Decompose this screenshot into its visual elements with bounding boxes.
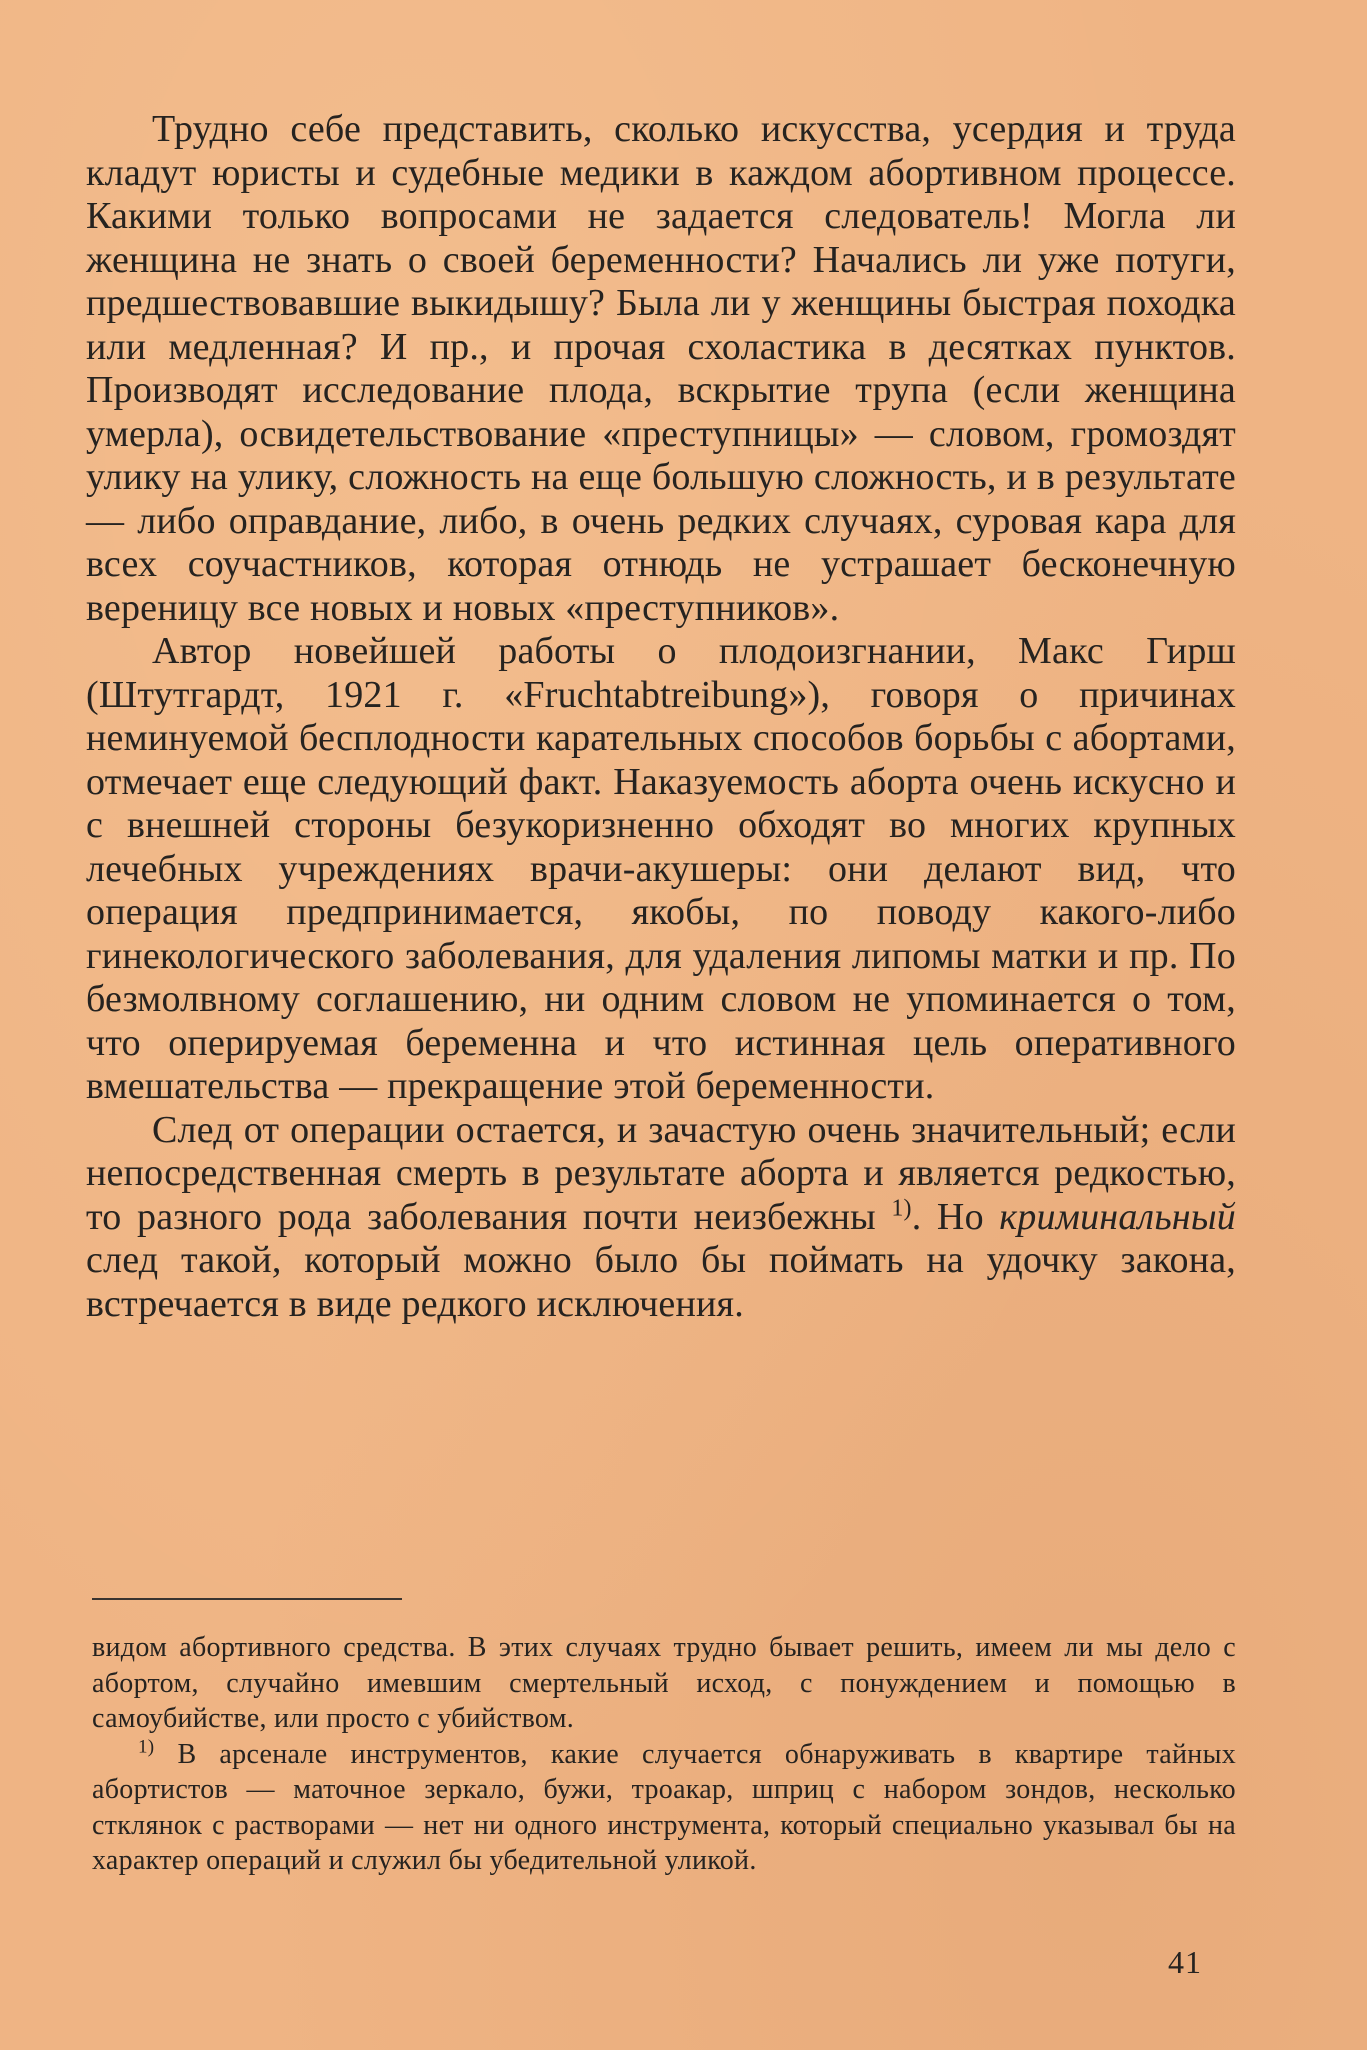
paragraph-2: Автор новейшей работы о плодоизгнании, Макс Гирш (Штутгардт, 1921 г. «Fruchtabtreibung»), говоря о причинах неминуемой бесплодности карательных способов борьбы с абортами, отмечает еще следующий факт. Наказуемость аборта очень искусно и с внешней стороны безукоризненно обходят во многих крупных лечебных учреждениях врачи-акушеры: они делают вид, что операция предпринимается, якобы, по поводу какого-либо гинекологического заболевания, для удаления липомы матки и пр. По безмолвному соглашению, ни одним словом не упоминается о том, что оперируемая беременна и что истинная цель оперативного вмешательства — прекращение этой беременности. (86, 630, 1236, 1107)
paragraph-3-text-middle: . Но (911, 1195, 1000, 1238)
footnote-continued: видом абортивного средства. В этих случаях трудно бывает решить, имеем ли мы дело с абортом, случайно имевшим смертельный исход, с понуждением и помощью в самоубийстве, или просто с убийством. (92, 1632, 1236, 1734)
footnote-reference[interactable]: 1) (891, 1194, 912, 1221)
footnote-1-text: В арсенале инструментов, какие случается обнаруживать в квартире тайных абортистов — маточное зеркало, бужи, троакар, шприц с набором зондов, несколько стклянок с растворами — нет ни одного инструмента, который специально указывал бы на характер операций и служил бы убедительной уликой. (92, 1738, 1236, 1876)
emphasized-word: криминальный (999, 1195, 1236, 1238)
main-text (86, 108, 1236, 1326)
page-number: 41 (1168, 1944, 1202, 1980)
footnote-divider (92, 1598, 402, 1600)
paragraph-1: Трудно себе представить, сколько искусства, усердия и труда кладут юристы и судебные медики в каждом абортивном процессе. Какими только вопросами не задается следователь! Могла ли женщина не знать о своей беременности? Начались ли уже потуги, предшествовавшие выкидышу? Была ли у женщины быстрая походка или медленная? И пр., и прочая схоластика в десятках пунктов. Производят исследование плода, вскрытие трупа (если женщина умерла), освидетельствование «преступницы» — словом, громоздят улику на улику, сложность на еще большую сложность, и в результате — либо оправдание, либо, в очень редких случаях, суровая кара для всех соучастников, которая отнюдь не устрашает бесконечную вереницу все новых и новых «преступников». (86, 108, 1236, 629)
paragraph-3-text-end: след такой, который можно было бы поймать на удочку закона, встречается в виде редкого исключения. (86, 1239, 1236, 1325)
paragraph-3 (86, 1109, 1236, 1327)
paragraph-3-text-start: След от операции остается, и зачастую очень значительный; если непосредственная смерть в результате аборта и является редкостью, то разного рода заболевания почти неизбежны (86, 1108, 1236, 1238)
footnotes (92, 1630, 1236, 1879)
footnote-1-mark: 1) (138, 1736, 155, 1758)
footnote-1 (92, 1737, 1236, 1879)
